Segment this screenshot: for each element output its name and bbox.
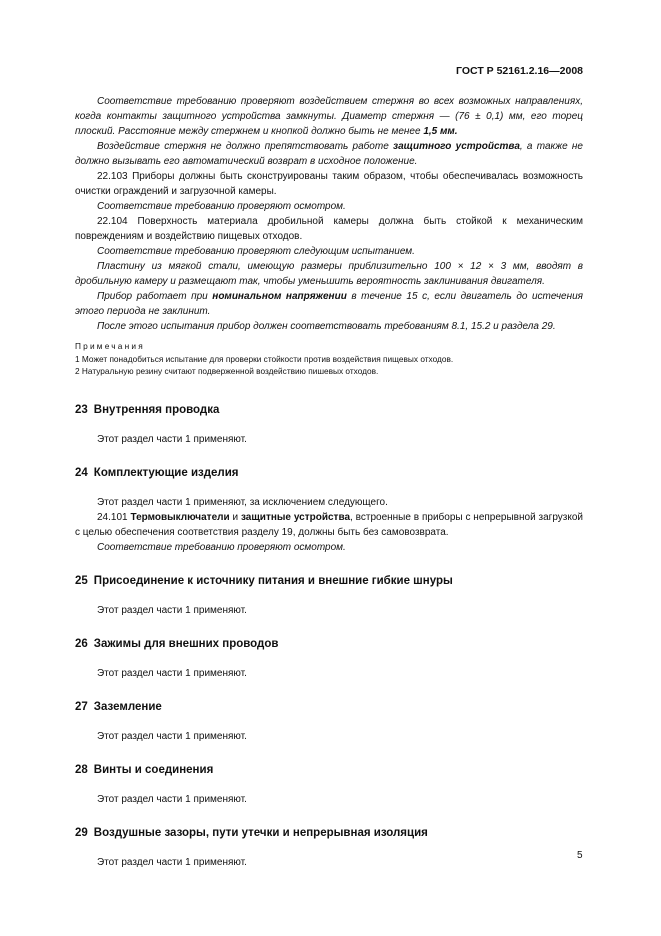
- section-heading: [75, 825, 583, 841]
- bold-span: 1,5 мм.: [423, 126, 458, 137]
- document-code: ГОСТ Р 52161.2.16—2008: [456, 65, 583, 77]
- paragraph-inspection: Соответствие требованию проверяют осмотром.: [97, 201, 346, 212]
- section-text: Этот раздел части 1 применяют.: [97, 667, 247, 679]
- section-title: Внутренняя проводка: [93, 403, 220, 416]
- clause-22-104: 22.104 Поверхность материала дробильной камеры должна быть стойкой к механическим повреждениям и воздействию пищевых отходов.: [75, 216, 583, 242]
- section-number: 25: [75, 574, 88, 587]
- section-text: Этот раздел части 1 применяют.: [97, 856, 247, 868]
- section-27: [75, 699, 583, 744]
- clause-24-101: [75, 510, 583, 540]
- section-text: Этот раздел части 1 применяют.: [97, 730, 247, 742]
- paragraph-after-test: После этого испытания прибор должен соответствовать требованиям 8.1, 15.2 и раздела 29.: [97, 321, 556, 332]
- section-24: [75, 465, 583, 555]
- section-heading: [75, 636, 583, 652]
- paragraph-test-intro: Соответствие требованию проверяют следующим испытанием.: [97, 246, 415, 257]
- section-heading: [75, 573, 583, 589]
- page-number: 5: [577, 850, 583, 861]
- paragraph-inspection: Соответствие требованию проверяют осмотром.: [97, 541, 346, 553]
- page-content: [75, 94, 583, 870]
- section-23: [75, 402, 583, 447]
- note-item: 1 Может понадобиться испытание для проверки стойкости против воздействия пищевых отходов.: [75, 353, 454, 364]
- section-text: Этот раздел части 1 применяют.: [97, 604, 247, 616]
- text-span: , встроенные в приборы с непрерывной загрузкой с целью обеспечения соответствия разделу 19, должны быть без самовозврата.: [75, 511, 583, 538]
- note-item: 2 Натуральную резину считают подверженной воздействию пишевых отходов.: [75, 366, 379, 376]
- section-title: Винты и соединения: [93, 763, 214, 776]
- text-span: Соответствие требованию проверяют воздействием стержня во всех возможных направлениях, когда контакты защитного устройства замкнуты. Диаметр стержня — (76 ± 0,1) мм, его торец плоский. Расстояние между стержнем и кнопкой должно быть не менее: [75, 96, 583, 137]
- section-heading: [75, 762, 583, 778]
- section-28: [75, 762, 583, 807]
- section-title: Зажимы для внешних проводов: [93, 637, 279, 650]
- section-number: 28: [75, 763, 88, 776]
- section-number: 23: [75, 403, 88, 416]
- section-text: Этот раздел части 1 применяют.: [97, 793, 247, 805]
- notes-title: Примечания: [75, 341, 145, 351]
- text-span: Прибор работает при: [97, 291, 213, 302]
- paragraph-rod-test: [75, 94, 583, 139]
- text-span: , а также не должно вызывать его автоматический возврат в исходное положение.: [75, 141, 583, 167]
- notes-block: [75, 340, 583, 378]
- section-26: [75, 636, 583, 681]
- paragraph-rod-effect: [75, 139, 583, 169]
- section-25: [75, 573, 583, 618]
- bold-span: номинальном напряжении: [212, 291, 347, 302]
- clause-22-103: 22.103 Приборы должны быть сконструированы таким образом, чтобы обеспечивалась возможность очистки ограждений и загрузочной камеры.: [75, 171, 583, 197]
- text-span: 24.101: [97, 511, 131, 523]
- section-title: Заземление: [93, 700, 162, 713]
- text-span: и: [229, 511, 241, 523]
- bold-span: защитные устройства: [240, 511, 351, 523]
- section-text: Этот раздел части 1 применяют, за исключением следующего.: [97, 496, 388, 508]
- section-29: [75, 825, 583, 870]
- section-title: Воздушные зазоры, пути утечки и непрерывная изоляция: [93, 826, 428, 839]
- section-heading: [75, 465, 583, 481]
- bold-span: Термовыключатели: [130, 511, 230, 523]
- section-number: 24: [75, 466, 88, 479]
- text-span: в течение 15 с, если двигатель до истечения этого периода не заклинит.: [75, 291, 583, 317]
- section-number: 27: [75, 700, 88, 713]
- section-heading: [75, 402, 583, 418]
- section-heading: [75, 699, 583, 715]
- text-span: Воздействие стержня не должно препятствовать работе: [97, 141, 394, 152]
- section-title: Комплектующие изделия: [93, 466, 239, 479]
- paragraph-rated-voltage: [75, 289, 583, 319]
- section-text: Этот раздел части 1 применяют.: [97, 433, 247, 445]
- section-number: 29: [75, 826, 88, 839]
- section-title: Присоединение к источнику питания и внешние гибкие шнуры: [93, 574, 453, 587]
- bold-span: защитного устройства: [393, 141, 520, 152]
- paragraph-steel-plate: Пластину из мягкой стали, имеющую размеры приблизительно 100 × 12 × 3 мм, вводят в дробильную камеру и размещают так, чтобы уменьшить вероятность заклинивания двигателя.: [75, 261, 583, 287]
- section-number: 26: [75, 637, 88, 650]
